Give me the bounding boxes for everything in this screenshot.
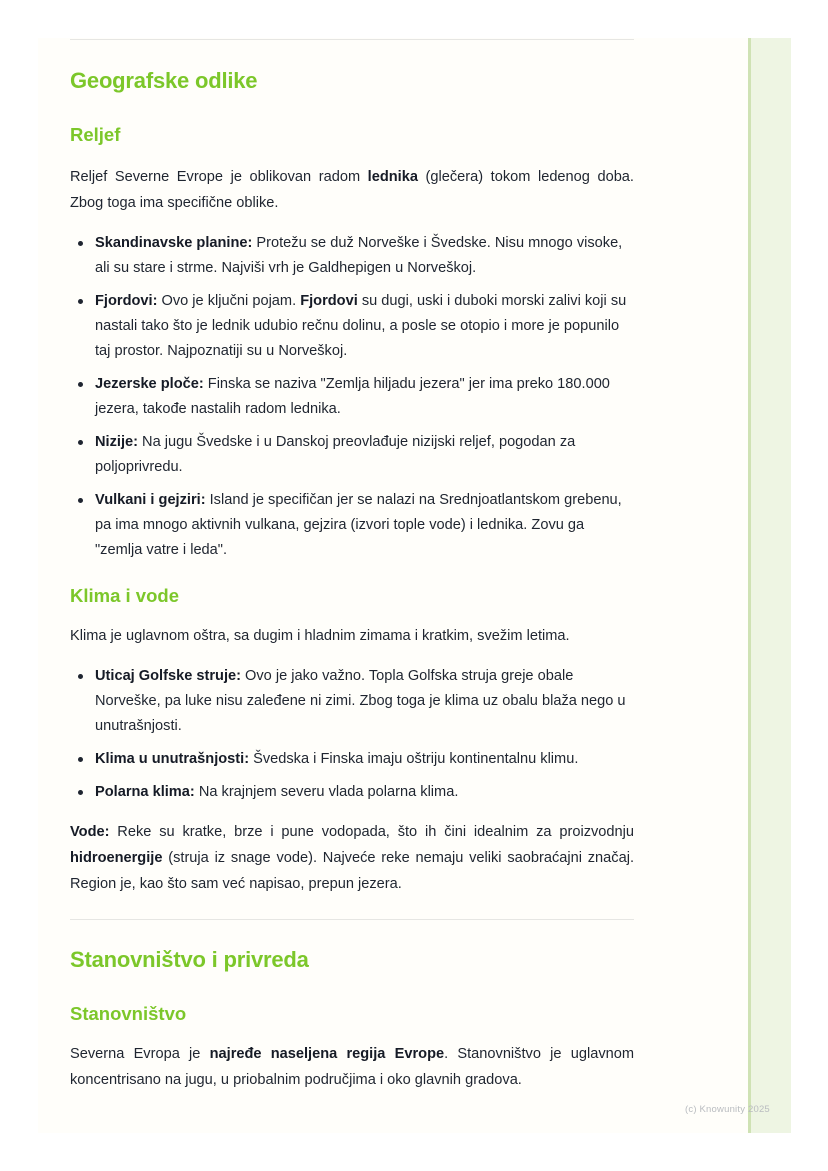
subheading-reljef: Reljef <box>70 124 121 145</box>
klima-intro-paragraph: Klima je uglavnom oštra, sa dugim i hladnim zimama i kratkim, svežim letima. <box>70 628 570 644</box>
list-item: Fjordovi: Ovo je ključni pojam. Fjordovi su dugi, uski i duboki morski zalivi koji su nastali tako što je lednik udubio rečnu dolinu, a posle se otopio i more je popunilo taj prostor. Najpoznatiji su u Norveškoj. <box>95 289 634 364</box>
subheading-stanovnistvo: Stanovništvo <box>70 1003 187 1024</box>
list-item: Polarna klima: Na krajnjem severu vlada polarna klima. <box>95 780 634 805</box>
list-item: Klima u unutrašnjosti: Švedska i Finska imaju oštriju kontinentalnu klimu. <box>95 747 634 772</box>
stanovnistvo-paragraph: Severna Evropa je najređe naseljena regija Evrope. Stanovništvo je uglavnom koncentrisano na jugu, u priobalnim područjima i oko glavnih gradova. <box>70 1046 635 1088</box>
list-item: Vulkani i gejziri: Island je specifičan jer se nalazi na Srednjoatlantskom grebenu, pa ima mnogo aktivnih vulkana, gejzira (izvori tople vode) i lednika. Zovu ga "zemlja vatre i leda". <box>95 488 634 563</box>
klima-list <box>70 664 634 805</box>
list-item: Uticaj Golfske struje: Ovo je jako važno. Topla Golfska struja greje obale Norveške, pa luke nisu zaleđene ni zimi. Zbog toga je klima uz obalu blaža nego u unutrašnjosti. <box>95 664 634 739</box>
document-page <box>38 38 748 1133</box>
document-content <box>70 38 634 1093</box>
reljef-intro-paragraph: Reljef Severne Evrope je oblikovan radom lednika (glečera) tokom ledenog doba. Zbog toga ima specifične oblike. <box>70 169 634 211</box>
page-side-strip <box>748 38 791 1133</box>
section-divider <box>70 39 634 40</box>
vode-paragraph: Vode: Reke su kratke, brze i pune vodopada, što ih čini idealnim za proizvodnju hidroenergije (struja iz snage vode). Najveće reke nemaju veliki saobraćajni značaj. Region je, kao što sam već napisao, prepun jezera. <box>70 824 634 892</box>
list-item: Skandinavske planine: Protežu se duž Norveške i Švedske. Nisu mnogo visoke, ali su stare i strme. Najviši vrh je Galdhepigen u Norveškoj. <box>95 231 634 281</box>
copyright-note: (c) Knowunity 2025 <box>685 1104 770 1115</box>
section-divider <box>70 919 634 920</box>
subheading-klima-i-vode: Klima i vode <box>70 585 179 606</box>
list-item: Jezerske ploče: Finska se naziva "Zemlja hiljadu jezera" jer ima preko 180.000 jezera, takođe nastalih radom lednika. <box>95 372 634 422</box>
section-heading-stanovnistvo-i-privreda: Stanovništvo i privreda <box>70 947 309 972</box>
list-item: Nizije: Na jugu Švedske i u Danskoj preovlađuje nizijski reljef, pogodan za poljoprivredu. <box>95 430 634 480</box>
section-heading-geografske-odlike: Geografske odlike <box>70 68 258 93</box>
reljef-list <box>70 231 634 563</box>
